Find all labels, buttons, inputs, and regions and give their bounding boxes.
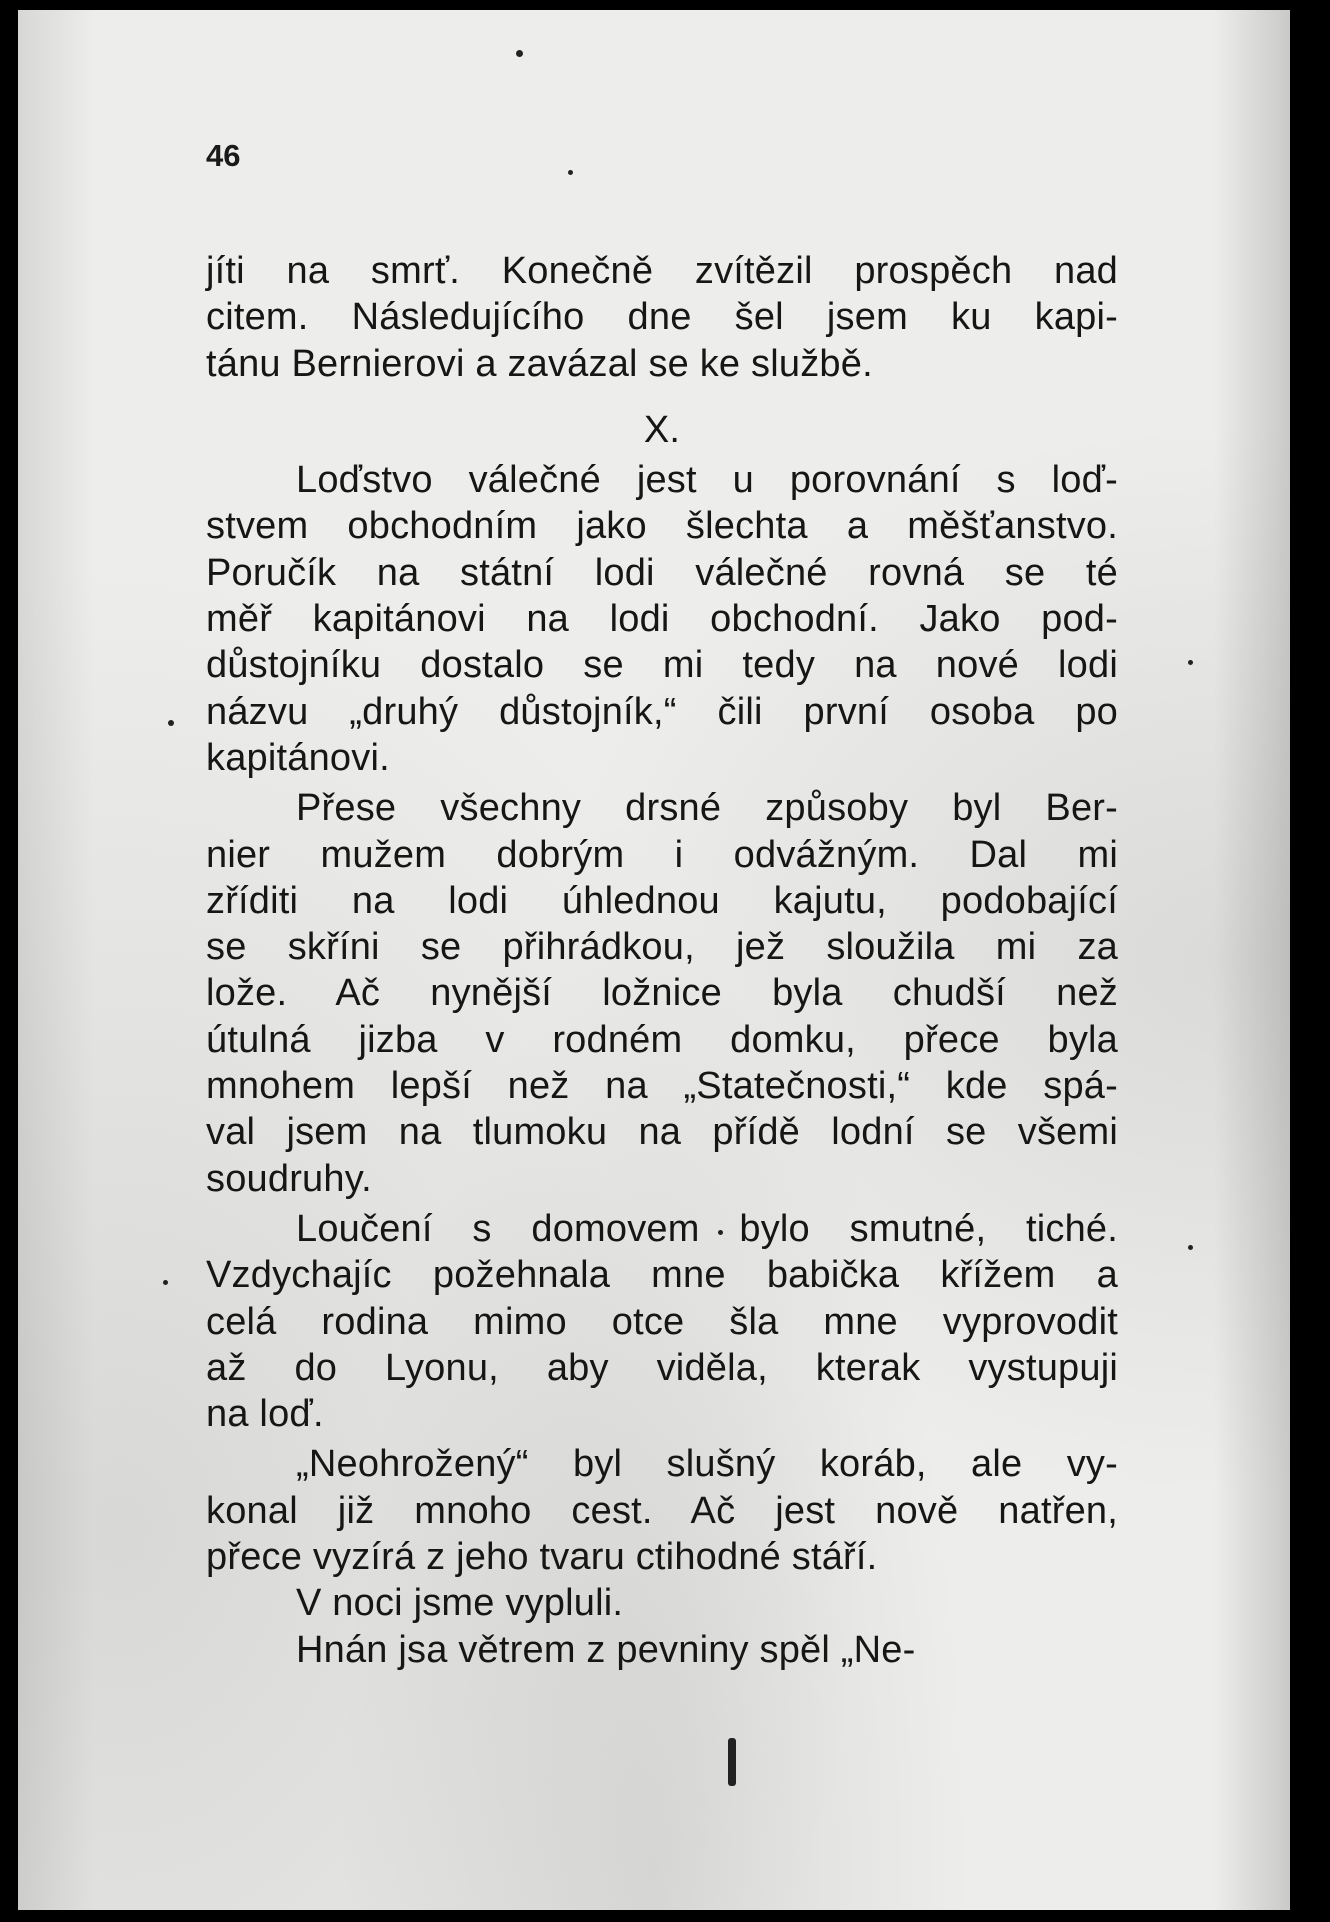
book-page bbox=[18, 10, 1290, 1910]
text-line: přece vyzírá z jeho tvaru ctihodné stáří. bbox=[206, 1536, 878, 1579]
text-line: názvu „druhý důstojník,“ čili první osoba po bbox=[206, 690, 1118, 733]
text-line: konal již mnoho cest. Ač jest nově natřen, bbox=[206, 1489, 1118, 1532]
page-text bbox=[206, 248, 1118, 1673]
print-speck bbox=[516, 50, 523, 57]
print-speck bbox=[1188, 660, 1193, 665]
text-line: lože. Ač nynější ložnice byla chudší než bbox=[206, 972, 1118, 1015]
print-speck bbox=[163, 1280, 168, 1285]
text-line: kapitánovi. bbox=[206, 736, 390, 779]
text-line: důstojníku dostalo se mi tedy na nové lodi bbox=[206, 644, 1118, 687]
text-line: Poručík na státní lodi válečné rovná se té bbox=[206, 551, 1118, 594]
text-line: Vzdychajíc požehnala mne babička křížem a bbox=[206, 1254, 1118, 1297]
text-line: tánu Bernierovi a zavázal se ke službě. bbox=[206, 342, 873, 385]
text-line: měř kapitánovi na lodi obchodní. Jako pod- bbox=[206, 598, 1118, 641]
text-line: až do Lyonu, aby viděla, kterak vystupuji bbox=[206, 1346, 1118, 1389]
text-line: na loď. bbox=[206, 1393, 324, 1436]
text-line: val jsem na tlumoku na přídě lodní se všemi bbox=[206, 1111, 1118, 1154]
text-line: nier mužem dobrým i odvážným. Dal mi bbox=[206, 833, 1118, 876]
text-line: Hnán jsa větrem z pevniny spěl „Ne- bbox=[296, 1628, 916, 1671]
text-line: útulná jizba v rodném domku, přece byla bbox=[206, 1018, 1118, 1061]
text-line: zříditi na lodi úhlednou kajutu, podobající bbox=[206, 879, 1118, 922]
scan-border bbox=[1290, 0, 1330, 1922]
print-speck bbox=[728, 1738, 736, 1786]
text-line: Loďstvo válečné jest u porovnání s loď- bbox=[296, 459, 1118, 502]
text-line: se skříni se přihrádkou, jež sloužila mi za bbox=[206, 926, 1118, 969]
text-line: V noci jsme vypluli. bbox=[296, 1582, 624, 1625]
text-line: Loučení s domovem bylo smutné, tiché. bbox=[296, 1207, 1118, 1250]
text-line: citem. Následujícího dne šel jsem ku kapi- bbox=[206, 296, 1118, 339]
print-speck bbox=[168, 720, 174, 726]
text-line: mnohem lepší než na „Statečnosti,“ kde spá- bbox=[206, 1065, 1118, 1108]
text-line: stvem obchodním jako šlechta a měšťanstvo. bbox=[206, 505, 1118, 548]
chapter-heading: X. bbox=[643, 408, 681, 451]
text-line: Přese všechny drsné způsoby byl Ber- bbox=[296, 787, 1118, 830]
text-line: soudruhy. bbox=[206, 1157, 372, 1200]
text-line: „Neohrožený“ byl slušný koráb, ale vy- bbox=[296, 1443, 1118, 1486]
text-line: jíti na smrť. Konečně zvítězil prospěch nad bbox=[206, 250, 1118, 292]
page-number: 46 bbox=[206, 138, 241, 173]
print-speck bbox=[568, 170, 573, 175]
print-speck bbox=[1188, 1245, 1193, 1250]
text-line: celá rodina mimo otce šla mne vyprovodit bbox=[206, 1300, 1118, 1343]
